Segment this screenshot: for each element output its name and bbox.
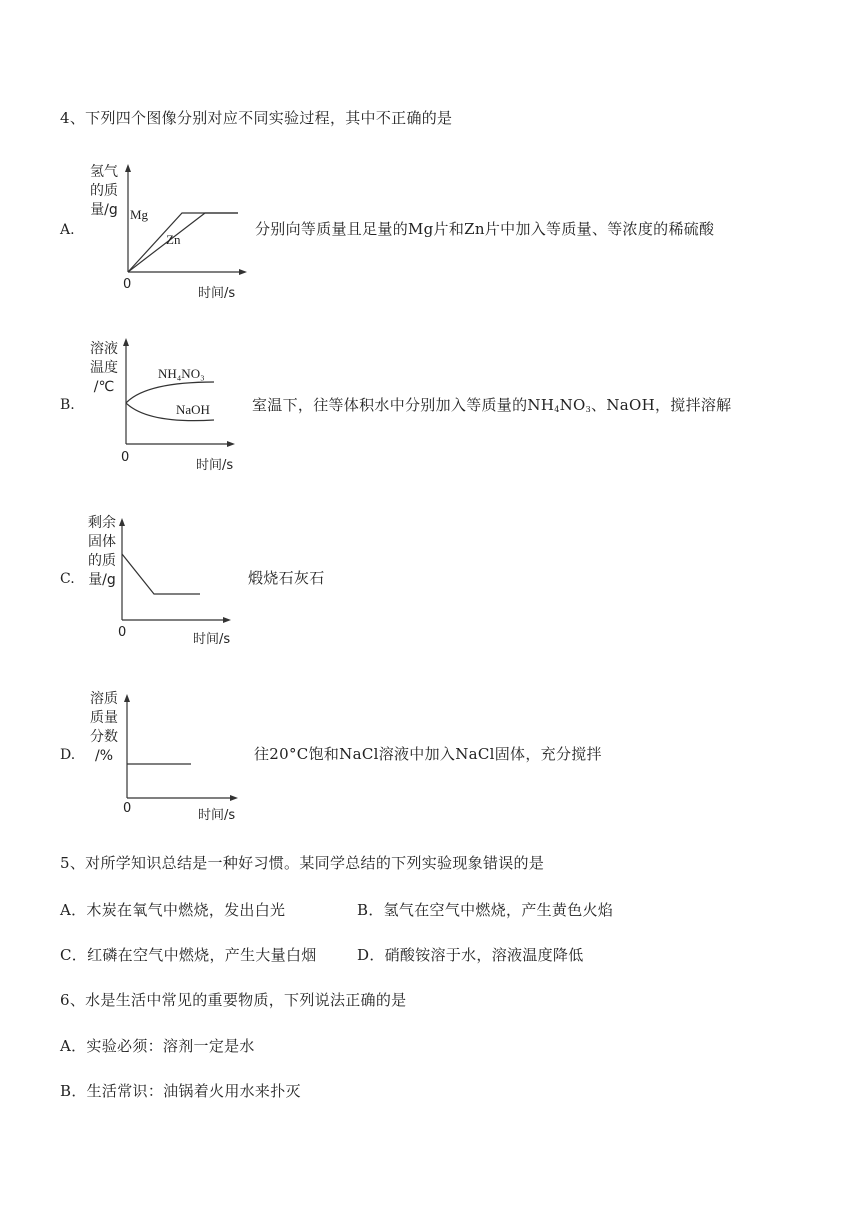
question-5-stem: 5、对所学知识总结是一种好习惯。某同学总结的下列实验现象错误的是	[60, 854, 545, 872]
graph-b-y-label: 溶液 温度 /℃	[90, 341, 118, 395]
option-a-text: 分别向等质量且足量的Mg片和Zn片中加入等质量、等浓度的稀硫酸	[255, 220, 715, 238]
question-4-stem: 4、下列四个图像分别对应不同实验过程，其中不正确的是	[60, 109, 453, 127]
option-d-text: 往20°C饱和NaCl溶液中加入NaCl固体，充分搅拌	[254, 745, 602, 763]
graph-d-y-label: 溶质 质量 分数 /%	[90, 691, 118, 764]
curve-label-zn: Zn	[166, 232, 181, 247]
option-c-text: 煅烧石灰石	[248, 569, 325, 587]
graph-a-y-arrow	[125, 164, 131, 172]
curve-label-naoh: NaOH	[176, 402, 210, 417]
graph-c-x-arrow	[223, 617, 231, 623]
question-6-stem: 6、水是生活中常见的重要物质，下列说法正确的是	[60, 991, 407, 1009]
graph-a-x-label: 时间/s	[198, 286, 236, 301]
option-a-label: A.	[60, 222, 75, 238]
q5-option-c: C．红磷在空气中燃烧，产生大量白烟	[60, 946, 317, 964]
q6-option-b: B．生活常识：油锅着火用水来扑灭	[60, 1082, 301, 1100]
graph-d-plot	[119, 692, 249, 804]
option-b-label: B.	[60, 397, 75, 413]
graph-c-y-label: 剩余 固体 的质 量/g	[88, 515, 116, 588]
curve-label-mg: Mg	[130, 207, 149, 222]
option-b-text: 室温下，往等体积水中分别加入等质量的NH4NO3、NaOH，搅拌溶解	[252, 396, 732, 414]
graph-d-y-arrow	[124, 694, 130, 702]
graph-b-x-arrow	[227, 441, 235, 447]
curve-label-nh4no3: NH₄NO₃	[158, 366, 205, 381]
graph-c	[114, 516, 244, 630]
graph-b-plot	[118, 336, 248, 451]
q5-option-a: A．木炭在氧气中燃烧，发出白光	[60, 901, 286, 919]
graph-b-origin: 0	[121, 450, 130, 465]
graph-d-x-label: 时间/s	[198, 808, 236, 823]
graph-c-x-label: 时间/s	[193, 632, 231, 647]
q6-option-a: A．实验必须：溶剂一定是水	[60, 1037, 255, 1055]
graph-c-y-arrow	[119, 518, 125, 526]
graph-c-origin: 0	[118, 625, 127, 640]
graph-d-origin: 0	[123, 801, 132, 816]
graph-b	[118, 336, 248, 455]
graph-a-y-label: 氢气 的质 量/g	[90, 164, 118, 218]
option-d-label: D.	[60, 747, 76, 763]
q5-option-b: B．氢气在空气中燃烧，产生黄色火焰	[357, 901, 614, 919]
q5-option-d: D．硝酸铵溶于水，溶液温度降低	[357, 946, 584, 964]
curve-solid-mass	[122, 554, 200, 594]
graph-d	[119, 692, 249, 808]
graph-a-x-arrow	[239, 269, 247, 275]
graph-d-x-arrow	[230, 795, 238, 801]
graph-a-origin: 0	[123, 277, 132, 292]
option-c-label: C.	[60, 571, 75, 587]
graph-b-y-arrow	[123, 338, 129, 346]
curve-nh4no3	[126, 382, 214, 403]
graph-c-plot	[114, 516, 244, 626]
graph-b-x-label: 时间/s	[196, 458, 234, 473]
